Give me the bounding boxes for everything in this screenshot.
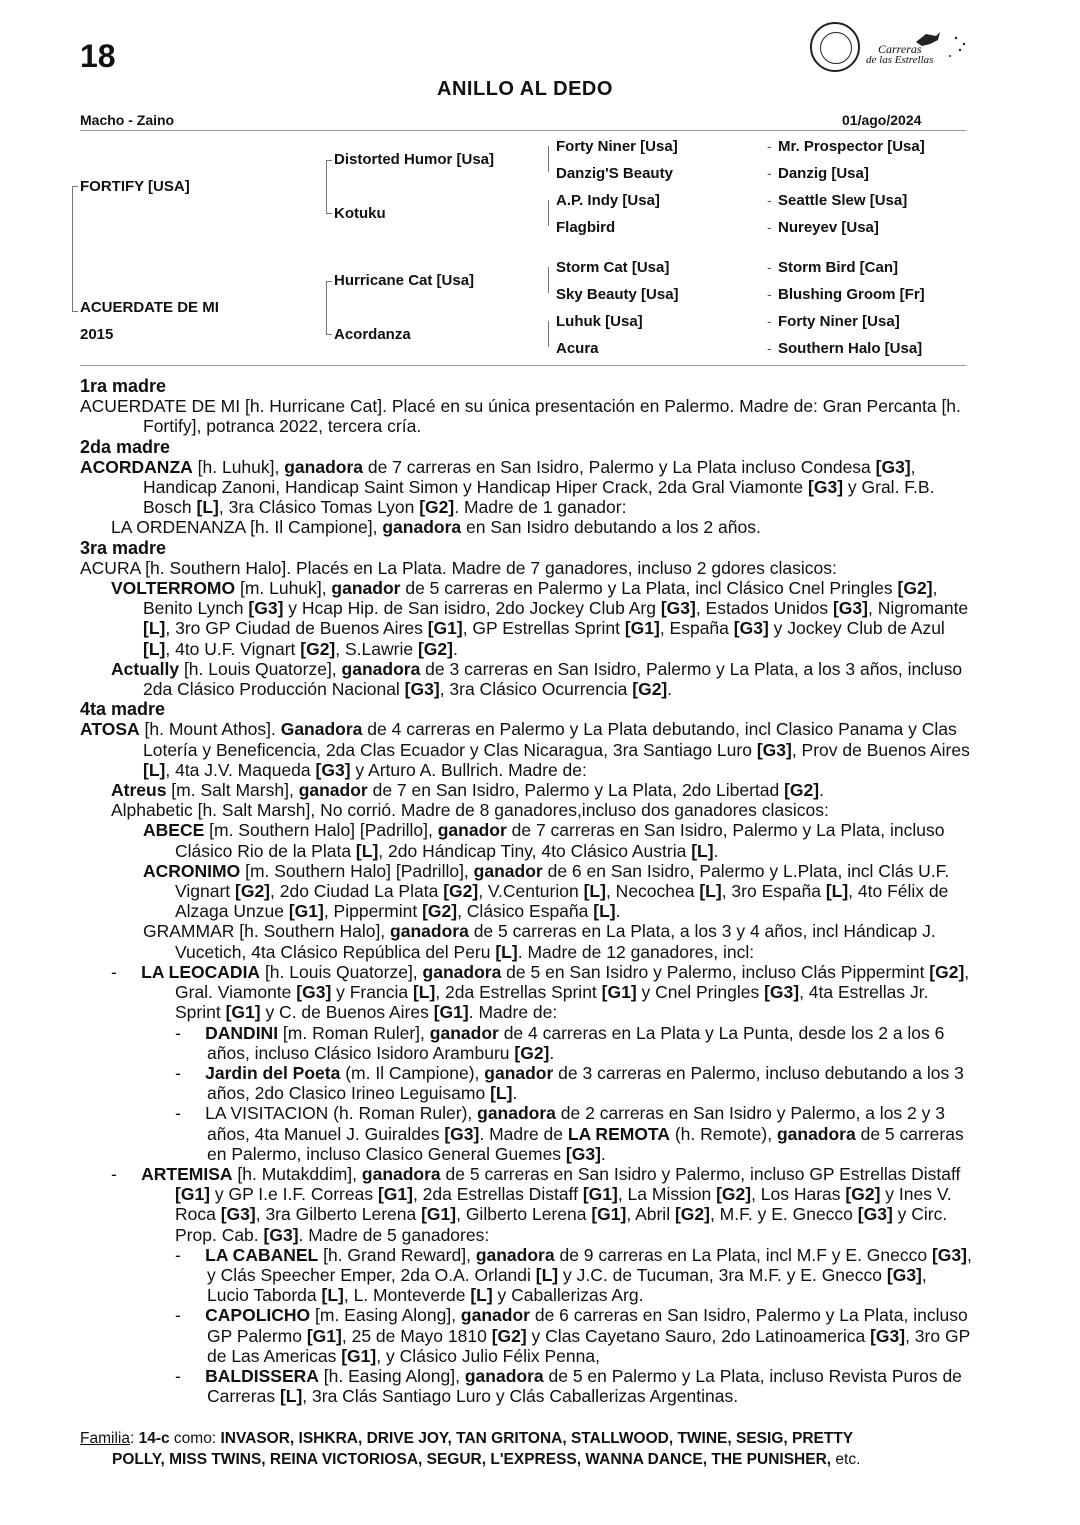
paragraph-4ta-madre: ATOSA [h. Mount Athos]. Ganadora de 4 carreras en Palermo y La Plata debutando, incl Clasico Panama y Clas Lotería y Beneficencia, 2da Clas Ecuador y Clas Nicaragua, 3ra Santiago Luro [G3], Prov de Buenos Aires [L], 4ta J.V. Maqueda [G3] y Arturo A. Bullrich. Madre de: <box>80 719 970 780</box>
gen4-item: Mr. Prospector [Usa] <box>778 138 925 155</box>
paragraph-1ra-madre: ACUERDATE DE MI [h. Hurricane Cat]. Placé en su única presentación en Palermo. Madre de: Gran Percanta [h. Fortify], potranca 2022, tercera cría. <box>80 396 961 437</box>
produce-item: ABECE [m. Southern Halo] [Padrillo], ganador de 7 carreras en San Isidro, Palermo y La Plata, incluso Clásico Rio de la Plata [L], 2do Hándicap Tiny, 4to Clásico Austria [L]. <box>143 820 945 861</box>
paragraph-3ra-madre: ACURA [h. Southern Halo]. Placés en La Plata. Madre de 7 ganadores, incluso 2 gdores clasicos: <box>80 557 837 578</box>
gen4-item: Nureyev [Usa] <box>778 219 879 236</box>
produce-item: - DANDINI [m. Roman Ruler], ganador de 4 carreras en La Plata y La Punta, desde los 2 a los 6 años, incluso Clásico Isidoro Aramburu [G2]. <box>175 1022 945 1063</box>
gen4-item: Seattle Slew [Usa] <box>778 192 908 209</box>
produce-item: Actually [h. Louis Quatorze], ganadora de 3 carreras en San Isidro, Palermo y La Plata, a los 3 años, incluso 2da Clásico Producción Nacional [G3], 3ra Clásico Ocurrencia [G2]. <box>111 658 963 700</box>
sire-dam: Kotuku <box>334 205 386 222</box>
produce-item: ACRONIMO [m. Southern Halo] [Padrillo], ganador de 6 en San Isidro, Palermo y L.Plata, incl Clás U.F. Vignart [G2], 2do Ciudad La Plata [G2], V.Centurion [L], Necochea [L], 3ro España [L], 4to Félix de Alzaga Unzue [G1], Pippermint [G2], Clásico España [L]. <box>143 860 950 922</box>
gen3-item: A.P. Indy [Usa] <box>556 192 660 209</box>
produce-item: - Jardin del Poeta (m. Il Campione), ganador de 3 carreras en Palermo, incluso debutando a los 3 años, 2do Clasico Irineo Leguisamo [L]. <box>175 1062 964 1104</box>
dam: ACUERDATE DE MI <box>80 299 219 316</box>
produce-item: GRAMMAR [h. Southern Halo], ganadora de 5 carreras en La Plata, a los 3 y 4 años, incl Hándicap J. Vucetich, 4ta Clásico República del Peru [L]. Madre de 12 ganadores, incl: <box>143 921 936 962</box>
family-como: como: <box>173 1430 217 1447</box>
bracket-sire <box>326 160 327 214</box>
gen3-item: Sky Beauty [Usa] <box>556 286 679 303</box>
page-number: 18 <box>80 38 116 74</box>
sire: FORTIFY [USA] <box>80 178 190 195</box>
produce-item: - CAPOLICHO [m. Easing Along], ganador de 6 carreras en San Isidro, Palermo y La Plata, incluso GP Palermo [G1], 25 de Mayo 1810 [G2] y Clas Cayetano Sauro, 2do Latinoamerica [G3], 3ro GP de Las Americas [G1], y Clásico Julio Félix Penna, <box>175 1305 970 1366</box>
dam-sire: Hurricane Cat [Usa] <box>334 272 475 289</box>
gen4-item: Forty Niner [Usa] <box>778 313 900 330</box>
family-label: Familia <box>80 1430 130 1447</box>
produce-item: - LA CABANEL [h. Grand Reward], ganadora de 9 carreras en La Plata, incl M.F y E. Gnecco [G3], y Clás Speecher Emper, 2da O.A. Orlandi [L] y J.C. de Tucuman, 3ra M.F. y E. Gnecco [G3], Lucio Taborda [L], L. Monteverde [L] y Caballerizas Arg. <box>175 1244 972 1306</box>
family-line-1: INVASOR, ISHKRA, DRIVE JOY, TAN GRITONA, STALLWOOD, TWINE, SESIG, PRETTY <box>220 1430 854 1447</box>
section-heading-2da-madre: 2da madre <box>80 436 171 457</box>
sire-sire: Distorted Humor [Usa] <box>334 151 495 168</box>
gen4-item: Danzig [Usa] <box>778 165 869 182</box>
logo-text-estrellas: de las Estrellas <box>866 54 934 66</box>
produce-item: VOLTERROMO [m. Luhuk], ganador de 5 carreras en Palermo y La Plata, incl Clásico Cnel Pringles [G2], Benito Lynch [G3] y Hcap Hip. de San isidro, 2do Jockey Club Arg [G3], Estados Unidos [G3], Nigromante [L], 3ro GP Ciudad de Buenos Aires [G1], GP Estrellas Sprint [G1], España [G3] y Jockey Club de Azul [L], 4to U.F. Vignart [G2], S.Lawrie [G2]. <box>111 578 969 659</box>
produce-item: Alphabetic [h. Salt Marsh], No corrió. Madre de 8 ganadores,incluso dos ganadores clasicos: <box>111 800 829 821</box>
logo-text-carreras: Carreras <box>878 42 922 56</box>
gen3-item: Danzig'S Beauty <box>556 165 673 182</box>
report-date: 01/ago/2024 <box>842 112 922 128</box>
family-note: Familia: 14-c como: INVASOR, ISHKRA, DRIVE JOY, TAN GRITONA, STALLWOOD, TWINE, SESIG, PRETTY POLLY, MISS TWINS, REINA VICTORIOSA, SEGUR, L'EXPRESS, WANNA DANCE, THE PUNISHER, etc. <box>80 1430 861 1468</box>
gen3-item: Forty Niner [Usa] <box>556 138 678 155</box>
pedigree-bottom-rule <box>80 365 966 366</box>
produce-item: - LA VISITACION (h. Roman Ruler), ganadora de 2 carreras en San Isidro y Palermo, a los 2 y 3 años, 4ta Manuel J. Guiraldes [G3]. Madre de LA REMOTA (h. Remote), ganadora de 5 carreras en Palermo, incluso Clasico General Guemes [G3]. <box>175 1103 964 1164</box>
gen3-item: Acura <box>556 340 599 357</box>
family-code: 14-c <box>138 1430 170 1447</box>
family-line-2: POLLY, MISS TWINS, REINA VICTORIOSA, SEGUR, L'EXPRESS, WANNA DANCE, THE PUNISHER, <box>112 1451 832 1468</box>
paragraph-2da-madre: ACORDANZA [h. Luhuk], ganadora de 7 carreras en San Isidro, Palermo y La Plata incluso Condesa [G3], Handicap Zanoni, Handicap Saint Simon y Handicap Hiper Crack, 2da Gral Viamonte [G3] y Gral. F.B. Bosch [L], 3ra Clásico Tomas Lyon [G2]. Madre de 1 ganador: <box>80 456 935 518</box>
gen4-item: Southern Halo [Usa] <box>778 340 923 357</box>
pedigree-top-rule <box>80 130 966 131</box>
produce-item: LA ORDENANZA [h. Il Campione], ganadora en San Isidro debutando a los 2 años. <box>111 517 761 538</box>
produce-item: - ARTEMISA [h. Mutakddim], ganadora de 5 carreras en San Isidro y Palermo, incluso GP Estrellas Distaff [G1] y GP I.e I.F. Correas [G1], 2da Estrellas Distaff [G1], La Mission [G2], Los Haras [G2] y Ines V. Roca [G3], 3ra Gilberto Lerena [G1], Gilberto Lerena [G1], Abril [G2], M.F. y E. Gnecco [G3] y Circ. Prop. Cab. [G3]. Madre de 5 ganadores: <box>111 1163 961 1245</box>
dam-year: 2015 <box>80 326 114 343</box>
produce-item: - LA LEOCADIA [h. Louis Quatorze], ganadora de 5 en San Isidro y Palermo, incluso Clás Pippermint [G2], Gral. Viamonte [G3] y Francia [L], 2da Estrellas Sprint [G1] y Cnel Pringles [G3], 4ta Estrellas Jr. Sprint [G1] y C. de Buenos Aires [G1]. Madre de: <box>111 961 970 1023</box>
gen4-item: Blushing Groom [Fr] <box>778 286 925 303</box>
section-heading-1ra-madre: 1ra madre <box>80 376 167 396</box>
bracket-gen1 <box>72 186 73 312</box>
breeders-cup-logo <box>810 22 860 72</box>
produce-item: - BALDISSERA [h. Easing Along], ganadora de 5 en Palermo y La Plata, incluso Revista Puros de Carreras [L], 3ra Clás Santiago Luro y Clás Caballerizas Argentinas. <box>175 1365 962 1407</box>
gen3-item: Luhuk [Usa] <box>556 313 643 330</box>
family-etc: etc. <box>835 1451 861 1468</box>
section-heading-3ra-madre: 3ra madre <box>80 537 167 558</box>
gen3-item: Storm Cat [Usa] <box>556 259 670 276</box>
bracket-dam <box>326 281 327 335</box>
gen4-item: Storm Bird [Can] <box>778 259 898 276</box>
carreras-estrellas-logo <box>866 28 976 68</box>
produce-item: Atreus [m. Salt Marsh], ganador de 7 en San Isidro, Palermo y La Plata, 2do Libertad [G2]. <box>111 780 824 801</box>
horse-name: ANILLO AL DEDO <box>437 78 613 100</box>
sex-color: Macho - Zaino <box>80 112 175 128</box>
produce-record <box>80 376 972 1406</box>
section-heading-4ta-madre: 4ta madre <box>80 699 166 720</box>
dam-dam: Acordanza <box>334 326 411 343</box>
gen3-item: Flagbird <box>556 219 616 236</box>
